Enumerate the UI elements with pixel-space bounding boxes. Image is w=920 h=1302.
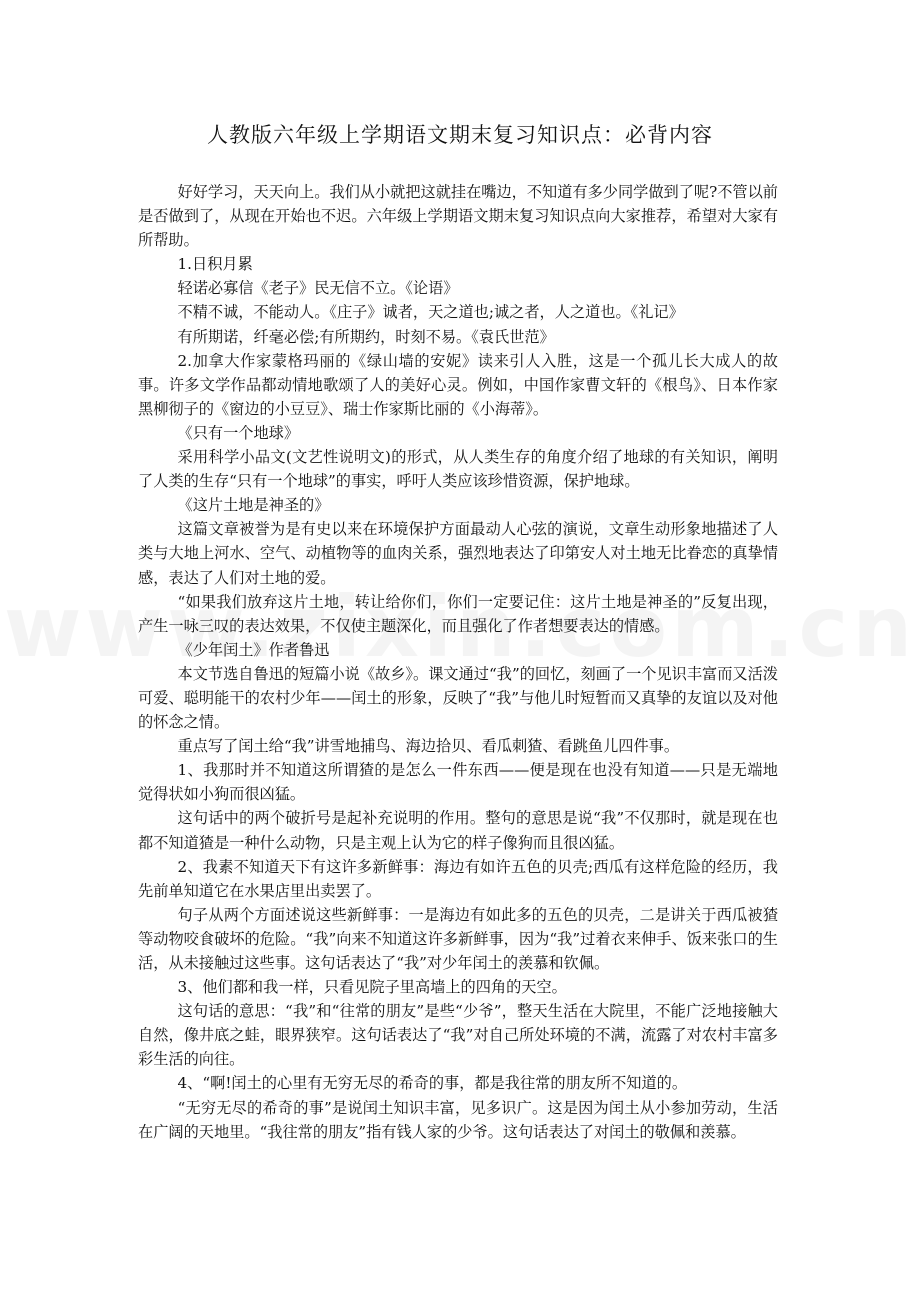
paragraph: 采用科学小品文(文艺性说明文)的形式，从人类生存的角度介绍了地球的有关知识，阐明了人类的生存“只有一个地球”的事实，呼吁人类应该珍惜资源，保护地球。 bbox=[138, 448, 778, 491]
paragraph: 这句话中的两个破折号是起补充说明的作用。整句的意思是说“我”不仅那时，就是现在也都不知道猹是一种什么动物，只是主观上认为它的样子像狗而且很凶猛。 bbox=[138, 809, 778, 852]
page-title: 人教版六年级上学期语文期末复习知识点：必背内容 bbox=[207, 123, 713, 147]
paragraph: 《只有一个地球》 bbox=[177, 423, 300, 442]
paragraph: “无穷无尽的希奇的事”是说闰土知识丰富，见多识广。这是因为闰土从小参加劳动，生活在广阔的天地里。“我往常的朋友”指有钱人家的少爷。这句话表达了对闰土的敬佩和羡慕。 bbox=[138, 1098, 778, 1141]
paragraph: 重点写了闰土给“我”讲雪地捕鸟、海边拾贝、看瓜刺猹、看跳鱼儿四件事。 bbox=[177, 737, 680, 756]
paragraph: 这句话的意思：“我”和“往常的朋友”是些“少爷”，整天生活在大院里，不能广泛地接触大自然，像井底之蛙，眼界狭窄。这句话表达了“我”对自己所处环境的不满，流露了对农村丰富多彩生活的向往。 bbox=[138, 1002, 778, 1069]
paragraph: 4、“啊!闰土的心里有无穷无尽的希奇的事，都是我往常的朋友所不知道的。 bbox=[177, 1074, 688, 1093]
paragraph: 有所期诺，纤毫必偿;有所期约，时刻不易。《袁氏世范》 bbox=[177, 327, 555, 346]
paragraph: 轻诺必寡信《老子》民无信不立。《论语》 bbox=[177, 279, 459, 298]
paragraph: 句子从两个方面述说这些新鲜事：一是海边有如此多的五色的贝壳，二是讲关于西瓜被猹等动物咬食破坏的危险。“我”向来不知道这许多新鲜事，因为“我”过着衣来伸手、饭来张口的生活，从未接触过这些事。这句话表达了“我”对少年闰土的羡慕和钦佩。 bbox=[138, 905, 778, 972]
paragraph: 《这片土地是神圣的》 bbox=[177, 496, 330, 515]
paragraph: 2.加拿大作家蒙格玛丽的《绿山墙的安妮》读来引人入胜，这是一个孤儿长大成人的故事。许多文学作品都动情地歌颂了人的美好心灵。例如，中国作家曹文轩的《根鸟》、日本作家黑柳彻子的《窗边的小豆豆》、瑞士作家斯比丽的《小海蒂》。 bbox=[138, 351, 778, 418]
paragraph: 《少年闰土》作者鲁迅 bbox=[177, 640, 330, 659]
paragraph: 3、他们都和我一样，只看见院子里高墙上的四角的天空。 bbox=[177, 978, 567, 997]
paragraph: 这篇文章被誉为是有史以来在环境保护方面最动人心弦的演说，文章生动形象地描述了人类与大地上河水、空气、动植物等的血肉关系，强烈地表达了印第安人对土地无比眷恋的真挚情感，表达了人们对土地的爱。 bbox=[138, 520, 778, 587]
document-body bbox=[138, 180, 778, 1144]
paragraph: 不精不诚，不能动人。《庄子》诚者，天之道也;诚之者，人之道也。《礼记》 bbox=[177, 303, 684, 322]
paragraph: 好好学习，天天向上。我们从小就把这就挂在嘴边，不知道有多少同学做到了呢?不管以前是否做到了，从现在开始也不迟。六年级上学期语文期末复习知识点向大家推荐，希望对大家有所帮助。 bbox=[138, 183, 778, 250]
paragraph: 1.日积月累 bbox=[177, 255, 253, 274]
paragraph: 2、我素不知道天下有这许多新鲜事：海边有如许五色的贝壳;西瓜有这样危险的经历，我先前单知道它在水果店里出卖罢了。 bbox=[138, 857, 778, 900]
paragraph: 1、我那时并不知道这所谓猹的是怎么一件东西——便是现在也没有知道——只是无端地觉得状如小狗而很凶猛。 bbox=[138, 761, 778, 804]
paragraph: 本文节选自鲁迅的短篇小说《故乡》。课文通过“我”的回忆，刻画了一个见识丰富而又活泼可爱、聪明能干的农村少年——闰土的形象，反映了“我”与他儿时短暂而又真挚的友谊以及对他的怀念之情。 bbox=[138, 664, 778, 732]
paragraph: “如果我们放弃这片土地，转让给你们，你们一定要记住：这片土地是神圣的”反复出现，产生一咏三叹的表达效果，不仅使主题深化，而且强化了作者想要表达的情感。 bbox=[138, 592, 778, 635]
